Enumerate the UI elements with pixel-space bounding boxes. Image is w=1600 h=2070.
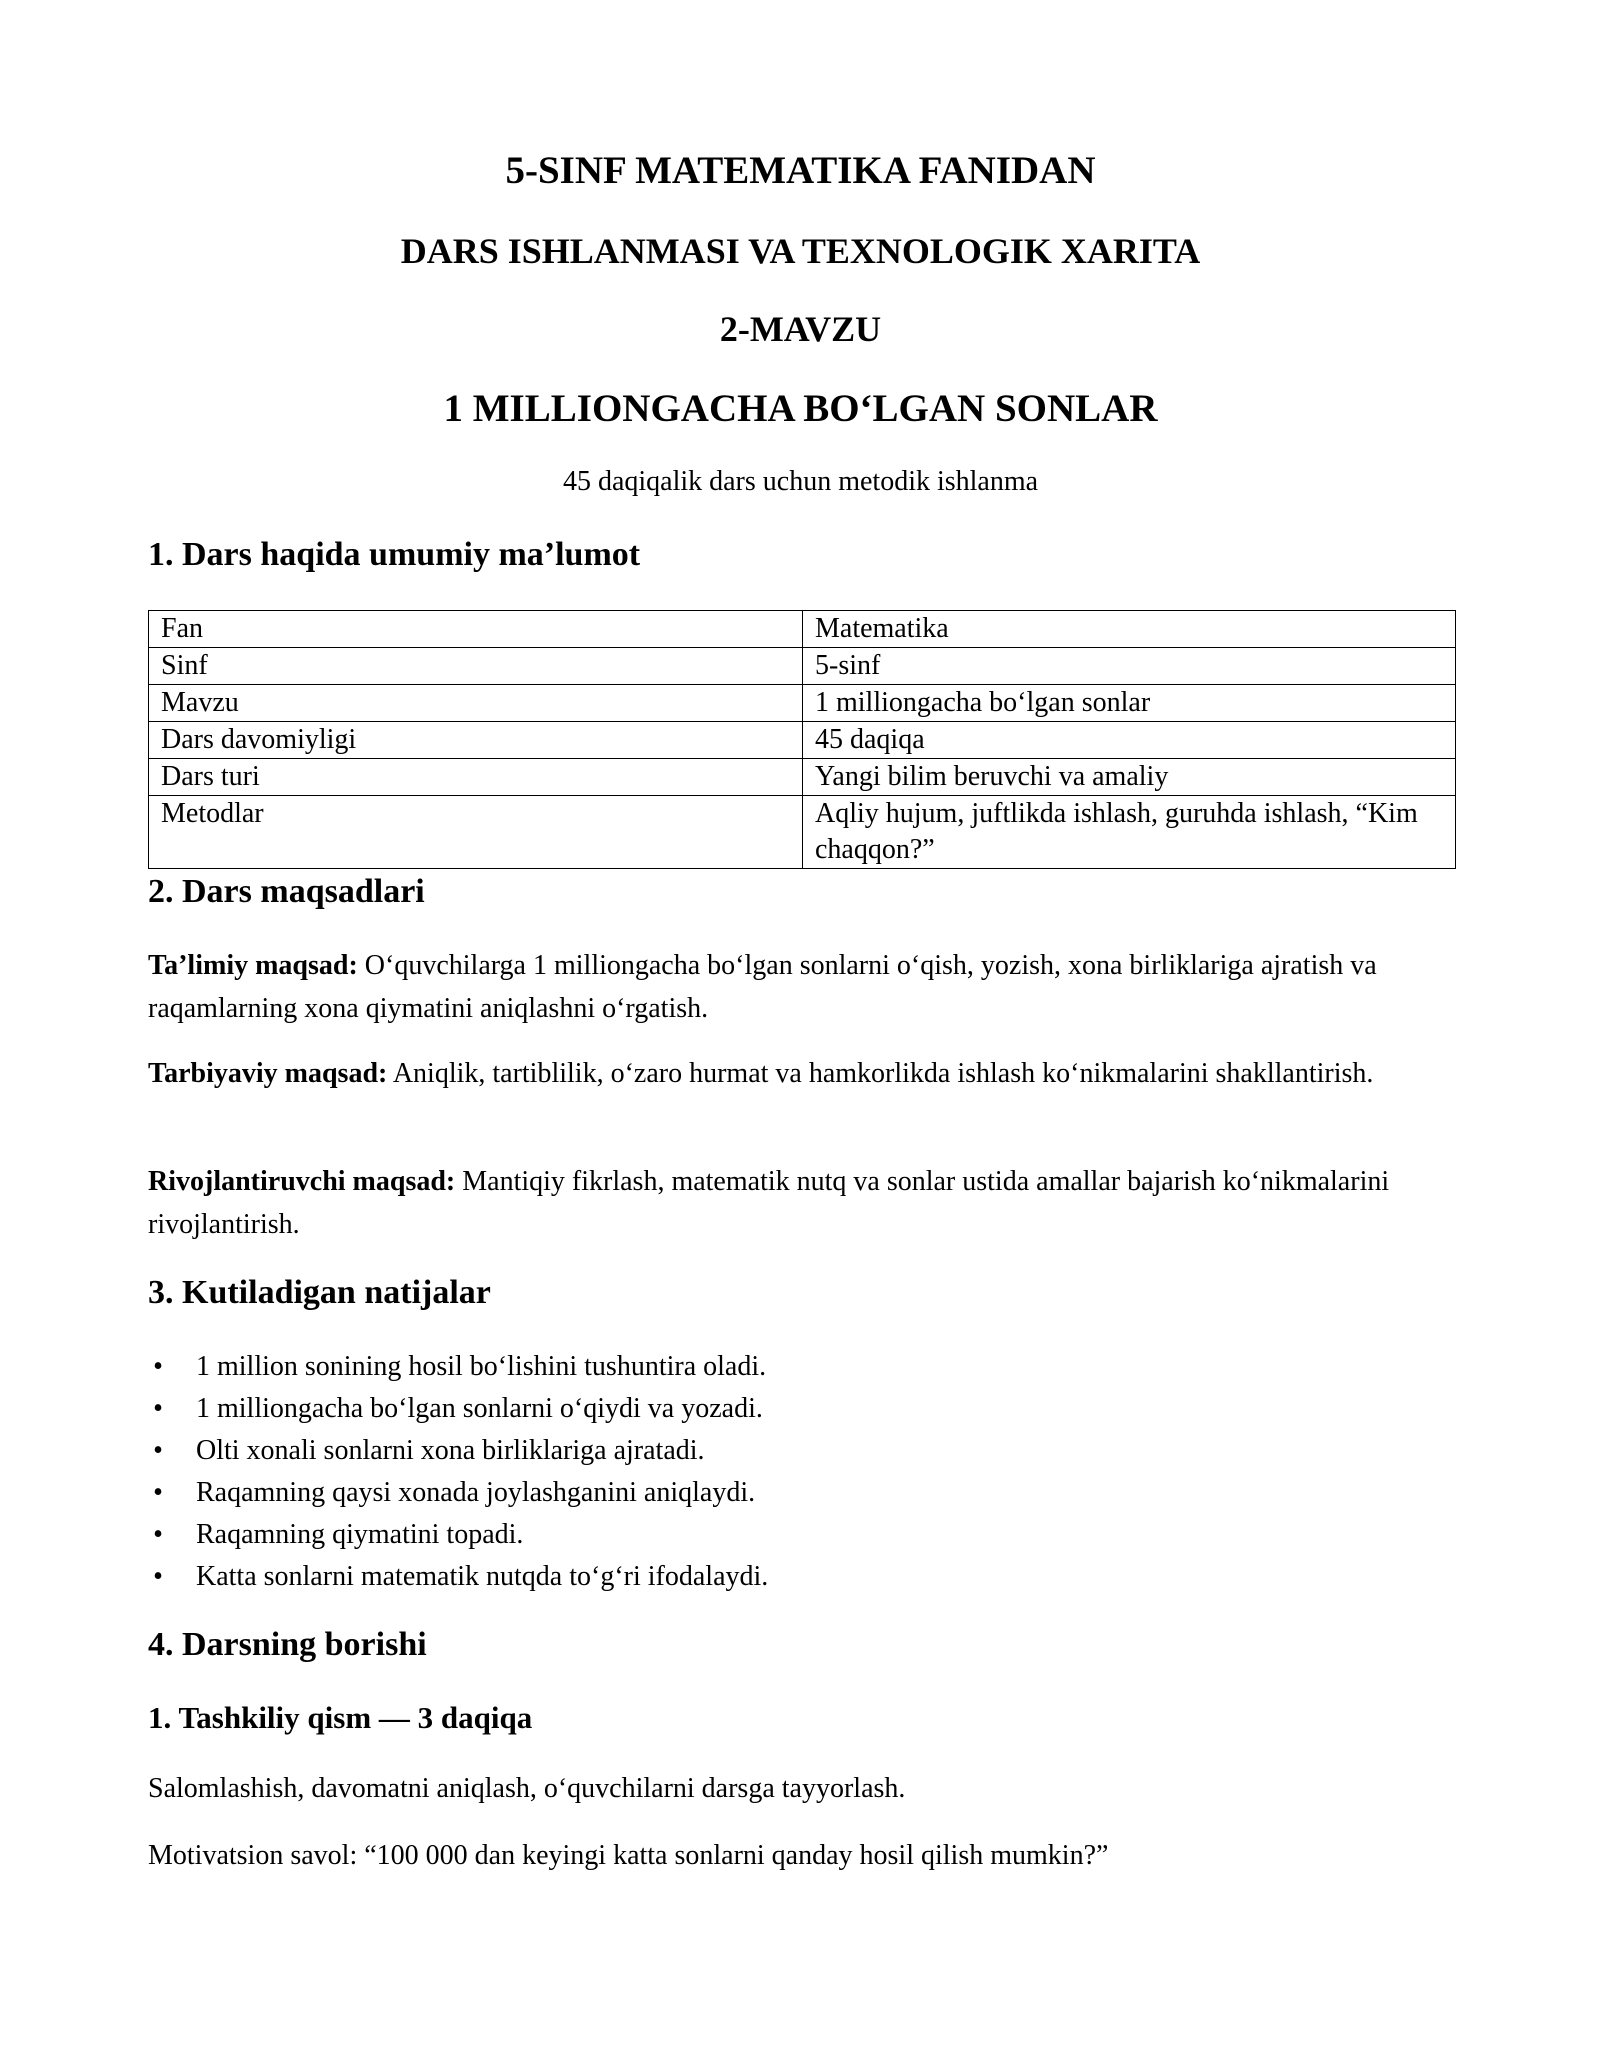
list-item [148, 1514, 768, 1556]
table-cell-value: Aqliy hujum, juftlikda ishlash, guruhda ishlash, “Kim chaqqon?” [803, 796, 1456, 869]
doc-title-line-3: 2-MAVZU [719, 309, 882, 349]
doc-title-line-2: DARS ISHLANMASI VA TEXNOLOGIK XARITA [400, 231, 1201, 271]
section-1-heading: 1. Dars haqida umumiy ma’lumot [148, 536, 641, 573]
goal-educational [148, 944, 1453, 1030]
list-item-text: 1 million sonining hosil bo‘lishini tushuntira oladi. [196, 1351, 767, 1382]
goal-label: Ta’limiy maqsad: [148, 950, 358, 981]
goal-text: Mantiqiy fikrlash, matematik nutq va sonlar ustida amallar bajarish ko‘nikmalarini rivojlantirish. [148, 1166, 1390, 1240]
table-cell-value: 1 milliongacha bo‘lgan sonlar [803, 685, 1456, 722]
doc-subtitle: 45 daqiqalik dars uchun metodik ishlanma [562, 466, 1039, 497]
table-cell-key: Sinf [149, 648, 803, 685]
list-item-text: Olti xonali sonlarni xona birliklariga ajratadi. [196, 1435, 705, 1466]
goal-text: Aniqlik, tartiblilik, o‘zaro hurmat va hamkorlikda ishlash ko‘nikmalarini shakllantirish. [387, 1058, 1374, 1089]
list-item [148, 1346, 768, 1388]
doc-title-line-1: 5-SINF MATEMATIKA FANIDAN [505, 149, 1096, 192]
goal-text: O‘quvchilarga 1 milliongacha bo‘lgan sonlarni o‘qish, yozish, xona birliklariga ajratish va raqamlarning xona qiymatini aniqlashni o‘rgatish. [148, 950, 1377, 1024]
list-item-text: 1 milliongacha bo‘lgan sonlarni o‘qiydi va yozadi. [196, 1393, 763, 1424]
list-item [148, 1472, 768, 1514]
list-item-text: Raqamning qaysi xonada joylashganini aniqlaydi. [196, 1477, 756, 1508]
section-4-heading: 4. Darsning borishi [148, 1626, 427, 1663]
motivation-question: Motivatsion savol: “100 000 dan keyingi katta sonlarni qanday hosil qilish mumkin?” [148, 1840, 1109, 1871]
table-row [149, 648, 1456, 685]
subsection-organizational-heading: 1. Tashkiliy qism — 3 daqiqa [148, 1700, 533, 1735]
list-item [148, 1556, 768, 1598]
table-row [149, 796, 1456, 869]
table-cell-key: Dars davomiyligi [149, 722, 803, 759]
table-cell-key: Fan [149, 611, 803, 648]
list-item [148, 1430, 768, 1472]
table-cell-key: Mavzu [149, 685, 803, 722]
doc-title-line-4: 1 MILLIONGACHA BO‘LGAN SONLAR [443, 387, 1158, 430]
lesson-info-table [148, 610, 1456, 869]
table-cell-key: Metodlar [149, 796, 803, 869]
table-cell-value: 45 daqiqa [803, 722, 1456, 759]
bullet-icon: • [153, 1435, 163, 1466]
list-item-text: Raqamning qiymatini topadi. [196, 1519, 524, 1550]
table-row [149, 685, 1456, 722]
bullet-icon: • [153, 1351, 163, 1382]
bullet-icon: • [153, 1561, 163, 1592]
table-cell-key: Dars turi [149, 759, 803, 796]
bullet-icon: • [153, 1477, 163, 1508]
table-cell-value: Yangi bilim beruvchi va amaliy [803, 759, 1456, 796]
bullet-icon: • [153, 1393, 163, 1424]
expected-results-list [148, 1346, 768, 1598]
table-row [149, 759, 1456, 796]
table-cell-value: Matematika [803, 611, 1456, 648]
table-row [149, 722, 1456, 759]
goal-upbringing [148, 1052, 1453, 1095]
section-2-heading: 2. Dars maqsadlari [148, 873, 425, 910]
goal-label: Tarbiyaviy maqsad: [148, 1058, 388, 1089]
table-row [149, 611, 1456, 648]
table-cell-value: 5-sinf [803, 648, 1456, 685]
bullet-icon: • [153, 1519, 163, 1550]
list-item [148, 1388, 768, 1430]
list-item-text: Katta sonlarni matematik nutqda to‘g‘ri ifodalaydi. [196, 1561, 769, 1592]
section-3-heading: 3. Kutiladigan natijalar [148, 1274, 491, 1311]
goal-label: Rivojlantiruvchi maqsad: [148, 1166, 456, 1197]
organizational-text: Salomlashish, davomatni aniqlash, o‘quvchilarni darsga tayyorlash. [148, 1773, 906, 1804]
goal-developmental [148, 1160, 1453, 1246]
